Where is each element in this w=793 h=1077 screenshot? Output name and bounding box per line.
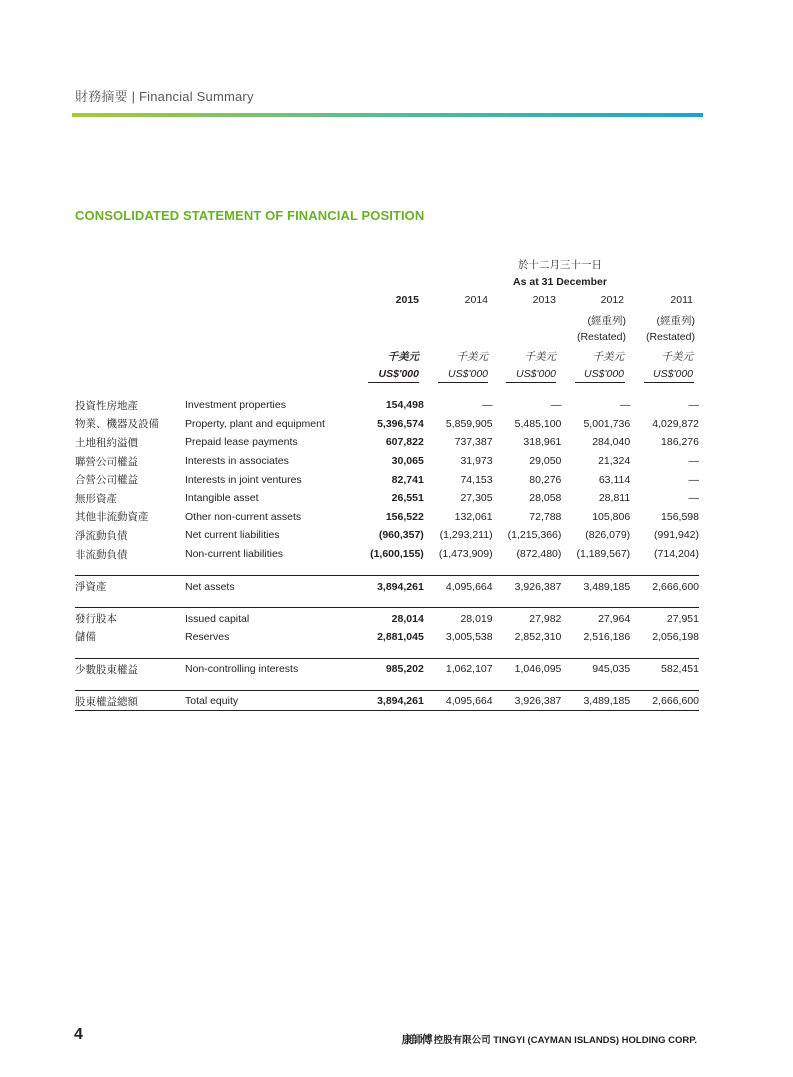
cell-value: 63,114 xyxy=(598,473,631,486)
row-label-cn: 儲備 xyxy=(75,631,96,644)
cell-value: 5,001,736 xyxy=(583,417,631,430)
col-year-2011: 2011 xyxy=(670,294,693,306)
cell-value: (1,293,211) xyxy=(439,529,493,542)
cell-value: 28,058 xyxy=(529,492,562,505)
cell-value: (826,079) xyxy=(585,529,631,542)
cell-value: 5,485,100 xyxy=(514,417,562,430)
cell-value: 737,387 xyxy=(454,436,493,449)
cell-value: 28,019 xyxy=(460,612,493,625)
cell-value: (1,215,366) xyxy=(507,529,562,542)
spacer-row xyxy=(75,646,699,659)
row-label-cn: 土地租約溢價 xyxy=(75,436,138,449)
table-row xyxy=(75,452,699,471)
row-label-cn: 非流動負債 xyxy=(75,548,128,561)
col-year-2013: 2013 xyxy=(532,294,556,306)
cell-value: 132,061 xyxy=(454,510,493,523)
cell-value: (960,357) xyxy=(378,529,424,542)
table-row xyxy=(75,608,699,627)
row-label-cn: 無形資產 xyxy=(75,492,117,505)
footer-company xyxy=(402,1031,697,1047)
col-2011-unit-en: US$'000 xyxy=(653,368,693,380)
company-name-cn: 控股有限公司 xyxy=(433,1035,491,1046)
cell-value: 2,852,310 xyxy=(514,630,562,643)
spacer-row xyxy=(75,563,699,576)
cell-value: 2,666,600 xyxy=(652,580,699,593)
cell-value: 3,489,185 xyxy=(583,580,631,593)
cell-value: 3,489,185 xyxy=(583,695,631,708)
cell-value: (1,473,909) xyxy=(438,548,493,561)
table-row xyxy=(75,545,699,564)
row-label-en: Net assets xyxy=(185,580,235,593)
col-year-2015: 2015 xyxy=(395,294,419,306)
cell-value: 186,276 xyxy=(661,436,699,449)
financial-position-table xyxy=(75,396,699,711)
cell-value: (991,942) xyxy=(654,529,699,542)
col-year-2014: 2014 xyxy=(464,294,488,306)
row-label-cn: 聯營公司權益 xyxy=(75,455,138,468)
col-2012-underline xyxy=(575,382,625,383)
cell-value: 5,859,905 xyxy=(445,417,493,430)
col-2013-unit-cn: 千美元 xyxy=(524,351,556,363)
row-label-cn: 發行股本 xyxy=(75,613,117,626)
cell-value: 2,881,045 xyxy=(377,630,424,643)
row-label-en: Net current liabilities xyxy=(185,529,280,542)
cell-value: 82,741 xyxy=(391,473,424,486)
row-label-en: Interests in associates xyxy=(185,455,289,468)
table-row-nci xyxy=(75,659,699,678)
cell-value: — xyxy=(550,399,562,412)
cell-value: 582,451 xyxy=(661,663,699,676)
cell-value: 21,324 xyxy=(598,455,631,468)
cell-value: 2,666,600 xyxy=(652,695,699,708)
cell-value: 80,276 xyxy=(529,473,562,486)
col-2013-unit-en: US$'000 xyxy=(516,368,556,380)
row-label-cn: 其他非流動資產 xyxy=(75,511,149,524)
row-label-en: Non-controlling interests xyxy=(185,663,299,676)
cell-value: — xyxy=(688,399,699,412)
spacer-row xyxy=(75,595,699,608)
cell-value: (714,204) xyxy=(654,548,699,561)
cell-value: 27,951 xyxy=(666,612,699,625)
period-header-en: As at 31 December xyxy=(513,276,607,288)
col-2014-underline xyxy=(438,382,488,383)
cell-value: 27,982 xyxy=(529,612,562,625)
col-2012-restated-cn: (經重列) xyxy=(587,315,626,327)
cell-value: 154,498 xyxy=(385,399,424,412)
table-row xyxy=(75,396,699,415)
cell-value: 4,095,664 xyxy=(445,580,493,593)
row-label-cn: 股東權益總額 xyxy=(75,695,138,708)
cell-value: 26,551 xyxy=(391,492,424,505)
col-2012-unit-en: US$'000 xyxy=(584,368,624,380)
col-2011-underline xyxy=(644,382,694,383)
table-row xyxy=(75,415,699,434)
row-label-cn: 合營公司權益 xyxy=(75,474,138,487)
cell-value: 3,005,538 xyxy=(445,630,493,643)
row-label-cn: 淨資產 xyxy=(75,581,107,594)
cell-value: — xyxy=(688,492,699,505)
cell-value: — xyxy=(619,399,631,412)
row-label-en: Non-current liabilities xyxy=(185,548,284,561)
cell-value: 2,056,198 xyxy=(652,630,699,643)
company-logo: 康師傅 xyxy=(401,1033,432,1046)
cell-value: 2,516,186 xyxy=(583,630,631,643)
row-label-en: Issued capital xyxy=(185,612,250,625)
col-2014-unit-cn: 千美元 xyxy=(456,351,488,363)
header-gradient-rule xyxy=(72,113,703,117)
cell-value: 156,598 xyxy=(661,510,699,523)
table-row xyxy=(75,526,699,545)
cell-value: (1,189,567) xyxy=(576,548,631,561)
row-label-en: Investment properties xyxy=(185,399,286,412)
cell-value: 74,153 xyxy=(460,473,493,486)
col-2012-restated-en: (Restated) xyxy=(576,331,626,343)
cell-value: 27,964 xyxy=(598,612,631,625)
cell-value: 945,035 xyxy=(592,663,631,676)
cell-value: 4,029,872 xyxy=(652,417,699,430)
col-2011-restated-cn: (經重列) xyxy=(656,315,695,327)
cell-value: 29,050 xyxy=(529,455,562,468)
row-label-en: Property, plant and equipment xyxy=(185,417,325,430)
col-2015-underline xyxy=(368,382,419,383)
row-label-en: Reserves xyxy=(185,630,230,643)
row-label-en: Other non-current assets xyxy=(185,510,302,523)
cell-value: 156,522 xyxy=(385,510,424,523)
cell-value: 318,961 xyxy=(523,436,562,449)
rule-row xyxy=(75,710,699,711)
col-2015-unit-cn: 千美元 xyxy=(387,351,419,363)
cell-value: 27,305 xyxy=(460,492,493,505)
cell-value: — xyxy=(688,473,699,486)
col-2011-unit-cn: 千美元 xyxy=(661,351,693,363)
cell-value: 985,202 xyxy=(385,663,424,676)
table-row xyxy=(75,489,699,508)
cell-value: 607,822 xyxy=(385,436,424,449)
cell-value: 31,973 xyxy=(460,455,493,468)
table-row xyxy=(75,508,699,527)
cell-value: 28,811 xyxy=(598,492,631,505)
cell-value: 1,046,095 xyxy=(514,663,562,676)
row-label-cn: 淨流動負債 xyxy=(75,529,128,542)
row-label-cn: 少數股東權益 xyxy=(75,663,138,676)
cell-value: 284,040 xyxy=(592,436,631,449)
table-row-net-assets xyxy=(75,576,699,595)
table-row xyxy=(75,433,699,452)
spacer-row xyxy=(75,678,699,691)
cell-value: 30,065 xyxy=(391,455,424,468)
table-row xyxy=(75,627,699,646)
row-label-en: Interests in joint ventures xyxy=(185,473,302,486)
cell-value: 105,806 xyxy=(592,510,631,523)
cell-value: (872,480) xyxy=(516,548,562,561)
period-header-cn: 於十二月三十一日 xyxy=(518,259,602,271)
row-label-cn: 投資性房地產 xyxy=(75,399,138,412)
section-title: CONSOLIDATED STATEMENT OF FINANCIAL POSITION xyxy=(75,208,425,223)
col-2011-restated-en: (Restated) xyxy=(645,331,695,343)
cell-value: 1,062,107 xyxy=(445,663,493,676)
cell-value: 3,926,387 xyxy=(514,695,562,708)
cell-value: 72,788 xyxy=(529,510,562,523)
cell-value: — xyxy=(688,455,699,468)
col-2014-unit-en: US$'000 xyxy=(448,368,488,380)
table-row xyxy=(75,470,699,489)
cell-value: 3,894,261 xyxy=(377,695,424,708)
cell-value: (1,600,155) xyxy=(370,548,424,561)
table-row-total-equity xyxy=(75,691,699,711)
page-header-title: 財務摘要 | Financial Summary xyxy=(75,89,254,104)
row-label-cn: 物業、機器及設備 xyxy=(75,418,159,431)
col-2013-underline xyxy=(506,382,556,383)
page-number: 4 xyxy=(74,1026,83,1043)
cell-value: 3,926,387 xyxy=(514,580,562,593)
col-2015-unit-en: US$'000 xyxy=(378,368,419,380)
cell-value: 3,894,261 xyxy=(377,580,424,593)
cell-value: — xyxy=(482,399,493,412)
company-name-en: TINGYI (CAYMAN ISLANDS) HOLDING CORP. xyxy=(493,1035,697,1046)
cell-value: 28,014 xyxy=(391,612,424,625)
row-label-en: Intangible asset xyxy=(185,492,259,505)
cell-value: 5,396,574 xyxy=(377,417,424,430)
cell-value: 4,095,664 xyxy=(445,695,493,708)
col-2012-unit-cn: 千美元 xyxy=(592,351,624,363)
row-label-en: Total equity xyxy=(185,695,239,708)
row-label-en: Prepaid lease payments xyxy=(185,436,298,449)
col-year-2012: 2012 xyxy=(600,294,624,306)
